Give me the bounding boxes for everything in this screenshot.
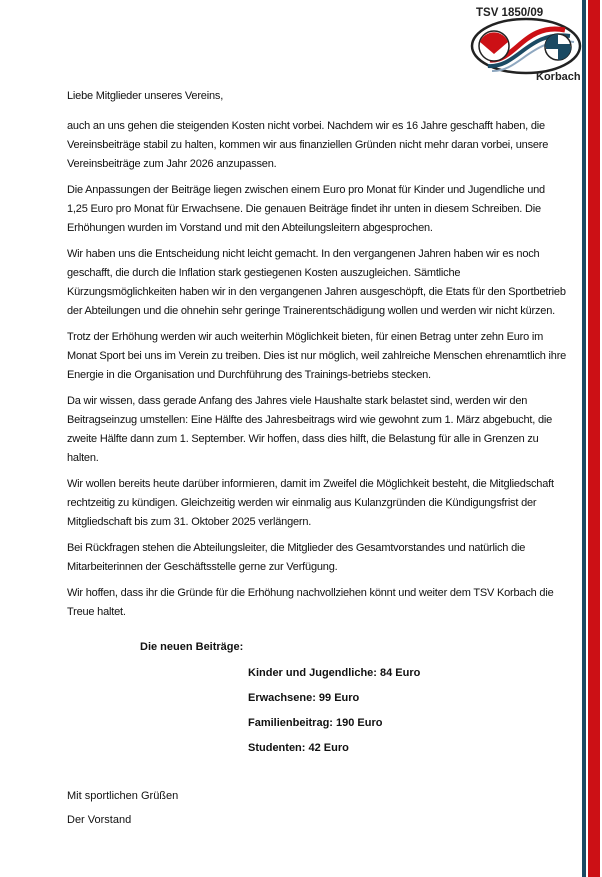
paragraph: Bei Rückfragen stehen die Abteilungsleiter, die Mitglieder des Gesamtvorstandes und natürlich die Mitarbeiterinnen der Geschäftsstelle gerne zur Verfügung.	[67, 542, 526, 573]
fee-item-family: Familienbeitrag: 190 Euro	[248, 717, 383, 729]
fees-title: Die neuen Beiträge:	[140, 641, 244, 653]
red-side-stripe	[588, 0, 600, 877]
paragraph: Wir wollen bereits heute darüber informieren, damit im Zweifel die Möglichkeit besteht, die Mitgliedschaft rechtzeitig zu kündigen. Gleichzeitig werden wir einmalig aus Kulanzgründen die Kündigungsfrist der Mitgliedschaft bis zum 31. Oktober 2025 verlängern.	[67, 478, 554, 528]
paragraph: Wir haben uns die Entscheidung nicht leicht gemacht. In den vergangenen Jahren haben wir es noch geschafft, die durch die Inflation stark gestiegenen Kosten auszugleichen. Sämtliche Kürzungsmöglichkeiten haben wir in den vergangenen Jahren ausgeschöpft, die Etats für den Sportbetrieb der Abteilungen und die ohnehin sehr geringe Trainerentschädigung wollen und werden wir nicht kürzen.	[67, 248, 566, 317]
fee-item-children: Kinder und Jugendliche: 84 Euro	[248, 667, 421, 679]
fee-item-adults: Erwachsene: 99 Euro	[248, 692, 360, 704]
fees-section	[67, 640, 567, 755]
blue-side-stripe	[582, 0, 586, 877]
letter-body	[67, 87, 567, 622]
paragraph: Wir hoffen, dass ihr die Gründe für die Erhöhung nachvollziehen könnt und weiter dem TSV Korbach die Treue haltet.	[67, 587, 554, 618]
salutation: Liebe Mitglieder unseres Vereins,	[67, 90, 224, 102]
logo-bottom-text: Korbach	[536, 71, 581, 83]
logo-top-text: TSV 1850/09	[476, 7, 544, 19]
signature: Der Vorstand	[67, 814, 132, 826]
closing-greeting: Mit sportlichen Grüßen	[67, 790, 179, 802]
closing-section	[67, 789, 567, 827]
paragraph: Trotz der Erhöhung werden wir auch weiterhin Möglichkeit bieten, für einen Betrag unter zehn Euro im Monat Sport bei uns im Verein zu treiben. Dies ist nur möglich, weil zahlreiche Menschen ehrenamtlich ihre Energie in die Organisation und Durchführung des Trainings-betriebs stecken.	[67, 331, 567, 381]
paragraph: Da wir wissen, dass gerade Anfang des Jahres viele Haushalte stark belastet sind, werden wir den Beitragseinzug umstellen: Eine Hälfte des Jahresbeitrags wird wie gewohnt zum 1. März abgebucht, die zweite Hälfte dann zum 1. September. Wir hoffen, dass dies hilft, die Belastung für alle in Grenzen zu halten.	[67, 395, 553, 464]
paragraph: auch an uns gehen die steigenden Kosten nicht vorbei. Nachdem wir es 16 Jahre geschafft haben, die Vereinsbeiträge stabil zu halten, kommen wir aus finanziellen Gründen nicht mehr daran vorbei, unsere Vereinsbeiträge zum Jahr 2026 anzupassen.	[67, 120, 549, 170]
paragraph: Die Anpassungen der Beiträge liegen zwischen einem Euro pro Monat für Kinder und Jugendliche und 1,25 Euro pro Monat für Erwachsene. Die genauen Beiträge findet ihr unten in diesem Schreiben. Die Erhöhungen wurden im Vorstand und mit den Abteilungsleitern abgesprochen.	[67, 184, 545, 234]
fee-item-students: Studenten: 42 Euro	[248, 742, 349, 754]
